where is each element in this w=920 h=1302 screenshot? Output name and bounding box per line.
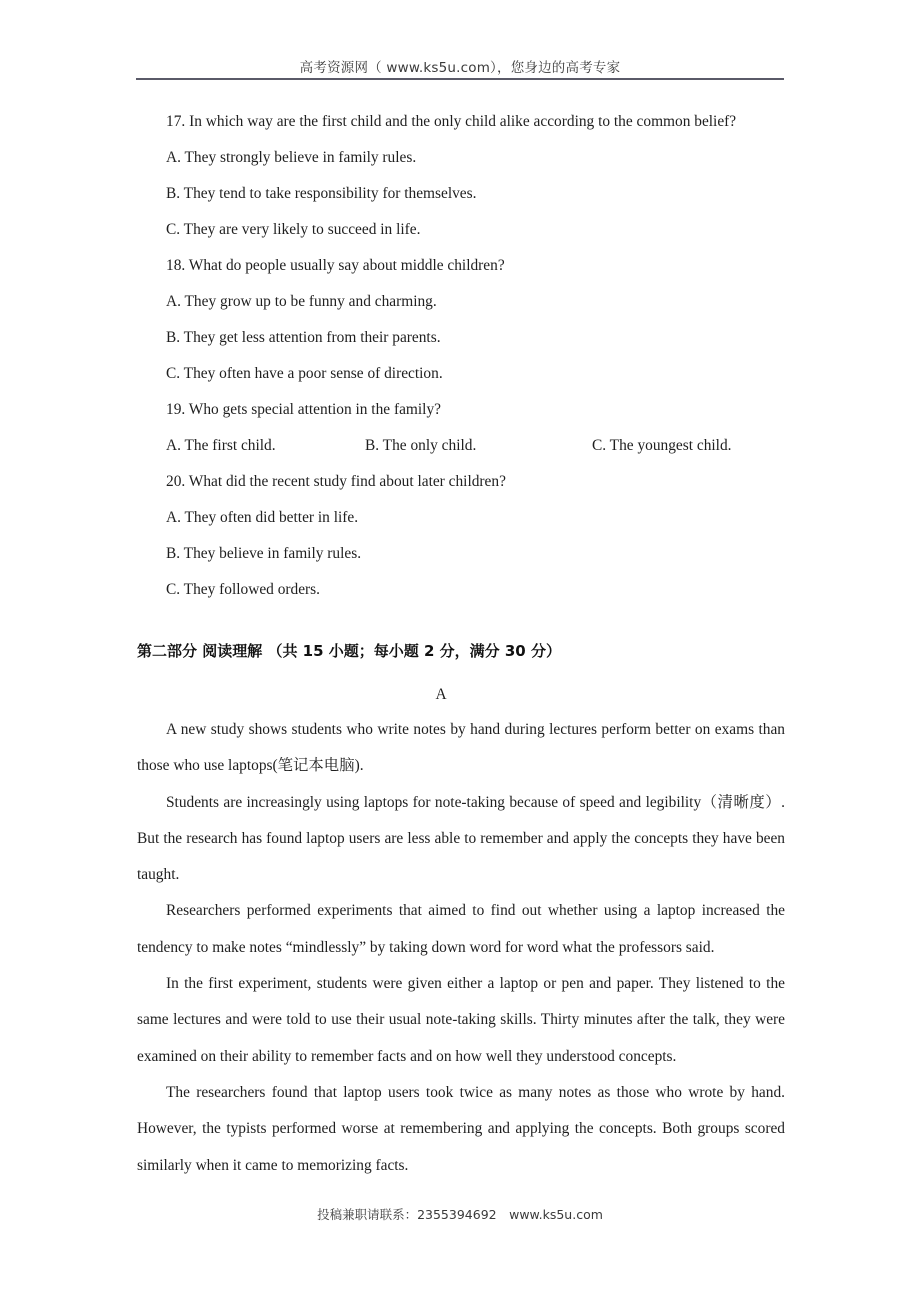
passage-label-a: A <box>435 686 447 703</box>
question-17-option-b: B. They tend to take responsibility for themselves. <box>166 185 477 202</box>
question-19-option-a: A. The first child. <box>166 437 276 454</box>
passage-paragraph-1: A new study shows students who write notes by hand during lectures perform better on exams than those who use laptops(笔记本电脑). <box>137 721 785 775</box>
section-part-two-heading: 第二部分 阅读理解 （共 15 小题；每小题 2 分，满分 30 分） <box>137 642 561 660</box>
passage-paragraph-3: Researchers performed experiments that aimed to find out whether using a laptop increased the tendency to make notes “mindlessly” by taking down word for word what the professors said. <box>137 902 785 956</box>
question-18-option-b: B. They get less attention from their parents. <box>166 329 441 346</box>
question-19-stem: 19. Who gets special attention in the family? <box>166 401 441 418</box>
heading-spacer <box>137 668 785 678</box>
question-17-option-c: C. They are very likely to succeed in life. <box>166 221 421 238</box>
question-20-option-a: A. They often did better in life. <box>166 509 359 526</box>
header-divider <box>136 78 784 80</box>
question-20-option-b: B. They believe in family rules. <box>166 545 362 562</box>
footer-contact-text: 投稿兼职请联系：2355394692 www.ks5u.com <box>317 1207 603 1222</box>
question-17-option-a: A. They strongly believe in family rules. <box>166 149 417 166</box>
page-footer <box>136 1205 784 1224</box>
passage-paragraph-4: In the first experiment, students were given either a laptop or pen and paper. They listened to the same lectures and were told to use their usual note-taking skills. Thirty minutes after the talk, they were examined on their ability to remember facts and on how well they understood concepts. <box>137 975 785 1065</box>
question-18-stem: 18. What do people usually say about middle children? <box>166 257 505 274</box>
question-20-option-c: C. They followed orders. <box>166 581 321 598</box>
passage-paragraph-2: Students are increasingly using laptops for note-taking because of speed and legibility（清晰度）. But the research has found laptop users are less able to remember and apply the concepts they have been taught. <box>137 793 785 884</box>
question-19-options-row <box>137 428 785 464</box>
question-20-stem: 20. What did the recent study find about later children? <box>166 473 506 490</box>
question-19-option-b: B. The only child. <box>365 437 477 454</box>
question-18-option-a: A. They grow up to be funny and charming. <box>166 293 437 310</box>
header-watermark-text: 高考资源网（ www.ks5u.com），您身边的高考专家 <box>299 60 621 76</box>
page-content <box>137 104 785 1184</box>
section-spacer <box>137 608 785 634</box>
question-19-option-c: C. The youngest child. <box>592 437 732 454</box>
question-17-stem: 17. In which way are the first child and the only child alike according to the common belief? <box>166 113 737 130</box>
passage-paragraph-5: The researchers found that laptop users took twice as many notes as those who wrote by hand. However, the typists performed worse at remembering and applying the concepts. Both groups scored similarly when it came to memorizing facts. <box>137 1083 785 1174</box>
page-header <box>136 56 784 77</box>
question-18-option-c: C. They often have a poor sense of direction. <box>166 365 443 382</box>
